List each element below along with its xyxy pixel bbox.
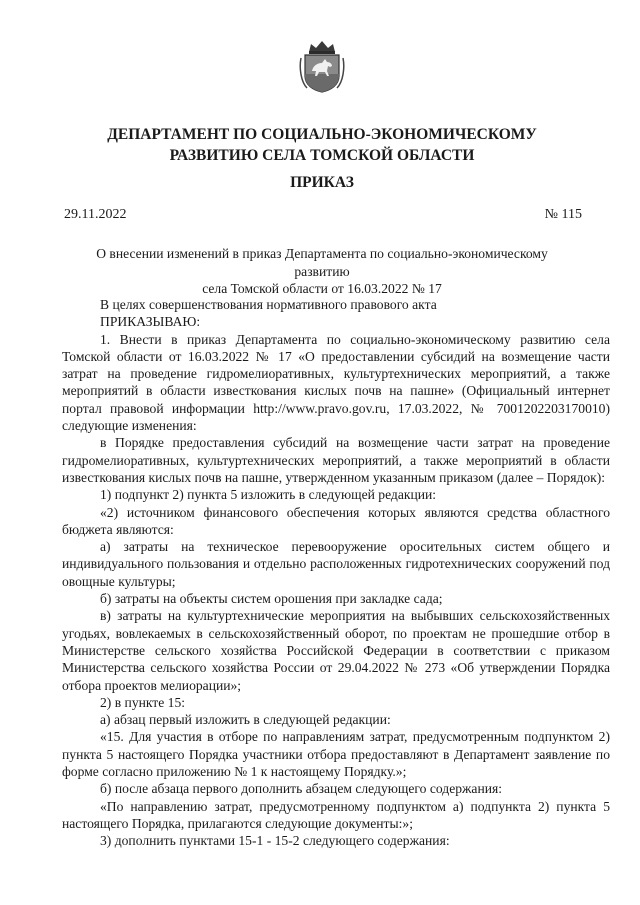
document-subject	[72, 245, 572, 298]
org-name-line: РАЗВИТИЮ СЕЛА ТОМСКОЙ ОБЛАСТИ	[169, 147, 475, 164]
document-type: ПРИКАЗ	[290, 174, 354, 191]
paragraph: ПРИКАЗЫВАЮ:	[100, 314, 201, 330]
org-name-line: ДЕПАРТАМЕНТ ПО СОЦИАЛЬНО-ЭКОНОМИЧЕСКОМУ	[107, 126, 537, 143]
paragraph: а) абзац первый изложить в следующей редакции:	[100, 712, 391, 728]
document-number: № 115	[544, 207, 582, 222]
paragraph: «2) источником финансового обеспечения которых являются средства областного бюджета являются:	[62, 504, 610, 537]
paragraph: в) затраты на культуртехнические мероприятия на выбывших сельскохозяйственных угодьях, вовлекаемых в сельскохозяйственный оборот, по проектам не прошедшие отбор в Министерстве сельского хозяйства Российской Федерации в соответствии с приказом Министерства сельского хозяйства России от 29.04.2022 № 273 «Об утверждении Порядка отбора проектов мелиорации»;	[62, 608, 610, 693]
paragraph: 3) дополнить пунктами 15-1 - 15-2 следующего содержания:	[100, 833, 450, 849]
paragraph: б) после абзаца первого дополнить абзацем следующего содержания:	[100, 781, 503, 797]
paragraph: а) затраты на техническое перевооружение оросительных систем общего и индивидуального пользования и отдельно расположенных гидротехнических сооружений под овощные культуры;	[62, 539, 610, 589]
paragraph: «15. Для участия в отборе по направлениям затрат, предусмотренным подпунктом 2) пункта 5 настоящего Порядка участники отбора предоставляют в Департамент заявление по форме согласно приложению № 1 к настоящему Порядку.»;	[62, 729, 610, 780]
coat-of-arms-icon	[299, 38, 345, 94]
document-date: 29.11.2022	[64, 207, 127, 222]
paragraph: 2) в пункте 15:	[100, 694, 186, 710]
paragraph: «По направлению затрат, предусмотренному подпунктом а) подпункта 2) пункта 5 настоящего Порядка, прилагаются следующие документы:»;	[62, 798, 610, 831]
paragraph: В целях совершенствования нормативного правового акта	[100, 297, 437, 312]
subject-line: О внесении изменений в приказ Департамента по социально-экономическому развитию	[96, 246, 548, 279]
document-body	[62, 296, 610, 850]
paragraph: в Порядке предоставления субсидий на возмещение части затрат на проведение гидромелиоративных, культуртехнических мероприятий, а также мероприятий в области известкования кислых почв на пашне, утвержденном указанным приказом (далее – Порядок):	[62, 435, 610, 485]
paragraph: б) затраты на объекты систем орошения при закладке сада;	[100, 591, 443, 607]
org-name	[60, 124, 584, 166]
paragraph: 1. Внести в приказ Департамента по социально-экономическому развитию села Томской области от 16.03.2022 № 17 «О предоставлении субсидий на возмещение части затрат на проведение гидромелиоративных, культуртехнических мероприятий, а также мероприятий в области известкования кислых почв на пашне» (Официальный интернет портал правовой информации http://www.pravo.gov.ru, 17.03.2022, № 7001202203170010) следующие изменения:	[62, 331, 610, 434]
subject-line: села Томской области от 16.03.2022 № 17	[202, 281, 442, 296]
paragraph: 1) подпункт 2) пункта 5 изложить в следующей редакции:	[100, 487, 437, 503]
